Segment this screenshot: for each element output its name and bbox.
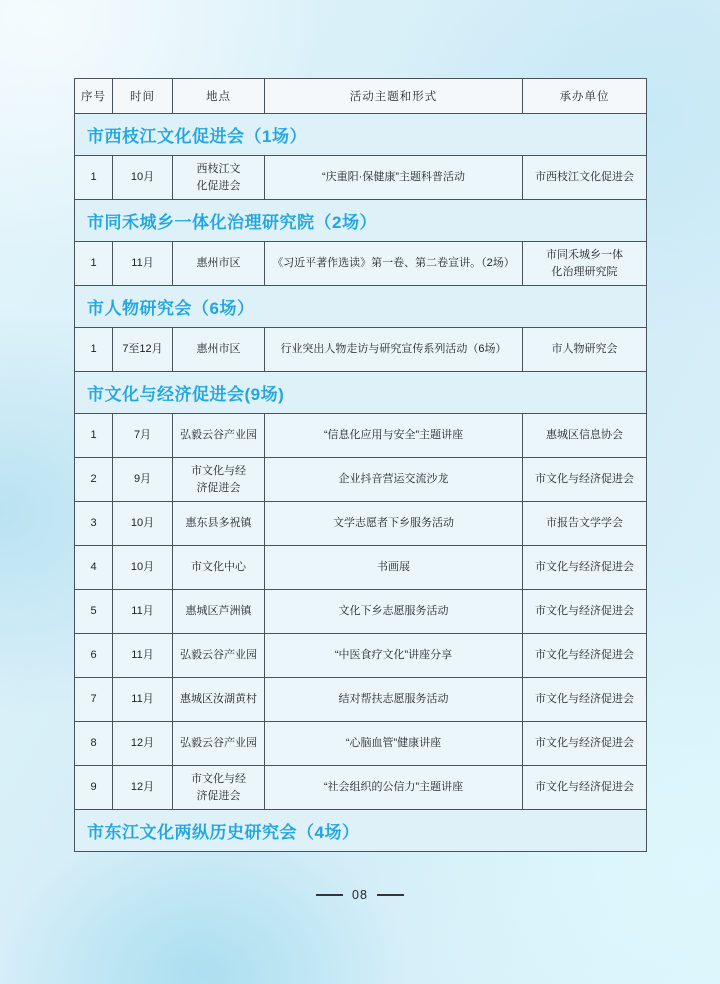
column-header-serial: 序号 bbox=[75, 79, 113, 114]
footer-dash-right bbox=[377, 894, 404, 896]
cell-organizer: 市同禾城乡一体化治理研究院 bbox=[523, 242, 647, 286]
table-row bbox=[75, 328, 647, 372]
table-row bbox=[75, 634, 647, 678]
cell-theme: “信息化应用与安全”主题讲座 bbox=[265, 414, 523, 458]
table-row bbox=[75, 414, 647, 458]
cell-organizer: 市西枝江文化促进会 bbox=[523, 156, 647, 200]
cell-place: 弘毅云谷产业园 bbox=[173, 414, 265, 458]
cell-place: 弘毅云谷产业园 bbox=[173, 722, 265, 766]
cell-place: 惠东县多祝镇 bbox=[173, 502, 265, 546]
section-title: 市文化与经济促进会(9场) bbox=[75, 372, 647, 414]
cell-place: 惠城区芦洲镇 bbox=[173, 590, 265, 634]
table-row bbox=[75, 546, 647, 590]
cell-serial: 1 bbox=[75, 414, 113, 458]
cell-organizer: 市文化与经济促进会 bbox=[523, 458, 647, 502]
table-row bbox=[75, 766, 647, 810]
cell-serial: 4 bbox=[75, 546, 113, 590]
cell-serial: 1 bbox=[75, 328, 113, 372]
section-title: 市人物研究会（6场） bbox=[75, 286, 647, 328]
cell-time: 10月 bbox=[113, 546, 173, 590]
cell-organizer: 市文化与经济促进会 bbox=[523, 590, 647, 634]
cell-organizer: 市人物研究会 bbox=[523, 328, 647, 372]
cell-organizer: 市文化与经济促进会 bbox=[523, 766, 647, 810]
cell-organizer: 惠城区信息协会 bbox=[523, 414, 647, 458]
cell-theme: 书画展 bbox=[265, 546, 523, 590]
table-row bbox=[75, 722, 647, 766]
cell-time: 12月 bbox=[113, 722, 173, 766]
table-row bbox=[75, 590, 647, 634]
page-number: 08 bbox=[352, 888, 368, 902]
cell-time: 12月 bbox=[113, 766, 173, 810]
page-footer bbox=[0, 888, 720, 902]
cell-organizer: 市报告文学学会 bbox=[523, 502, 647, 546]
cell-serial: 8 bbox=[75, 722, 113, 766]
section-header-row bbox=[75, 286, 647, 328]
table-body bbox=[75, 114, 647, 852]
cell-theme: 结对帮扶志愿服务活动 bbox=[265, 678, 523, 722]
table-row bbox=[75, 156, 647, 200]
cell-place: 市文化与经济促进会 bbox=[173, 766, 265, 810]
cell-theme: 文化下乡志愿服务活动 bbox=[265, 590, 523, 634]
cell-place: 惠州市区 bbox=[173, 328, 265, 372]
cell-theme: “庆重阳·保健康”主题科普活动 bbox=[265, 156, 523, 200]
cell-organizer: 市文化与经济促进会 bbox=[523, 722, 647, 766]
cell-time: 7至12月 bbox=[113, 328, 173, 372]
header-row bbox=[75, 79, 647, 114]
cell-theme: 文学志愿者下乡服务活动 bbox=[265, 502, 523, 546]
cell-time: 11月 bbox=[113, 590, 173, 634]
cell-theme: “中医食疗文化”讲座分享 bbox=[265, 634, 523, 678]
cell-theme: “心脑血管”健康讲座 bbox=[265, 722, 523, 766]
section-title: 市西枝江文化促进会（1场） bbox=[75, 114, 647, 156]
cell-time: 11月 bbox=[113, 242, 173, 286]
cell-place: 市文化中心 bbox=[173, 546, 265, 590]
column-header-organizer: 承办单位 bbox=[523, 79, 647, 114]
cell-serial: 3 bbox=[75, 502, 113, 546]
cell-place: 惠城区汝湖黄村 bbox=[173, 678, 265, 722]
table-row bbox=[75, 242, 647, 286]
cell-theme: 行业突出人物走访与研究宣传系列活动（6场） bbox=[265, 328, 523, 372]
section-header-row bbox=[75, 200, 647, 242]
column-header-place: 地点 bbox=[173, 79, 265, 114]
cell-serial: 7 bbox=[75, 678, 113, 722]
cell-place: 市文化与经济促进会 bbox=[173, 458, 265, 502]
cell-time: 7月 bbox=[113, 414, 173, 458]
cell-serial: 5 bbox=[75, 590, 113, 634]
schedule-table-container bbox=[74, 78, 647, 852]
section-header-row bbox=[75, 810, 647, 852]
column-header-theme: 活动主题和形式 bbox=[265, 79, 523, 114]
cell-theme: 《习近平著作选读》第一卷、第二卷宣讲。（2场） bbox=[265, 242, 523, 286]
table-row bbox=[75, 678, 647, 722]
cell-organizer: 市文化与经济促进会 bbox=[523, 678, 647, 722]
cell-serial: 1 bbox=[75, 242, 113, 286]
cell-serial: 2 bbox=[75, 458, 113, 502]
cell-organizer: 市文化与经济促进会 bbox=[523, 634, 647, 678]
activity-schedule-table bbox=[74, 78, 647, 852]
cell-place: 惠州市区 bbox=[173, 242, 265, 286]
cell-serial: 1 bbox=[75, 156, 113, 200]
cell-serial: 9 bbox=[75, 766, 113, 810]
table-row bbox=[75, 502, 647, 546]
cell-theme: 企业抖音营运交流沙龙 bbox=[265, 458, 523, 502]
cell-time: 9月 bbox=[113, 458, 173, 502]
cell-time: 10月 bbox=[113, 156, 173, 200]
table-header bbox=[75, 79, 647, 114]
table-row bbox=[75, 458, 647, 502]
cell-time: 10月 bbox=[113, 502, 173, 546]
cell-serial: 6 bbox=[75, 634, 113, 678]
cell-time: 11月 bbox=[113, 634, 173, 678]
cell-organizer: 市文化与经济促进会 bbox=[523, 546, 647, 590]
cell-place: 弘毅云谷产业园 bbox=[173, 634, 265, 678]
cell-time: 11月 bbox=[113, 678, 173, 722]
footer-dash-left bbox=[316, 894, 343, 896]
cell-place: 西枝江文化促进会 bbox=[173, 156, 265, 200]
column-header-time: 时间 bbox=[113, 79, 173, 114]
cell-theme: “社会组织的公信力”主题讲座 bbox=[265, 766, 523, 810]
section-title: 市东江文化两纵历史研究会（4场） bbox=[75, 810, 647, 852]
section-header-row bbox=[75, 372, 647, 414]
section-title: 市同禾城乡一体化治理研究院（2场） bbox=[75, 200, 647, 242]
section-header-row bbox=[75, 114, 647, 156]
